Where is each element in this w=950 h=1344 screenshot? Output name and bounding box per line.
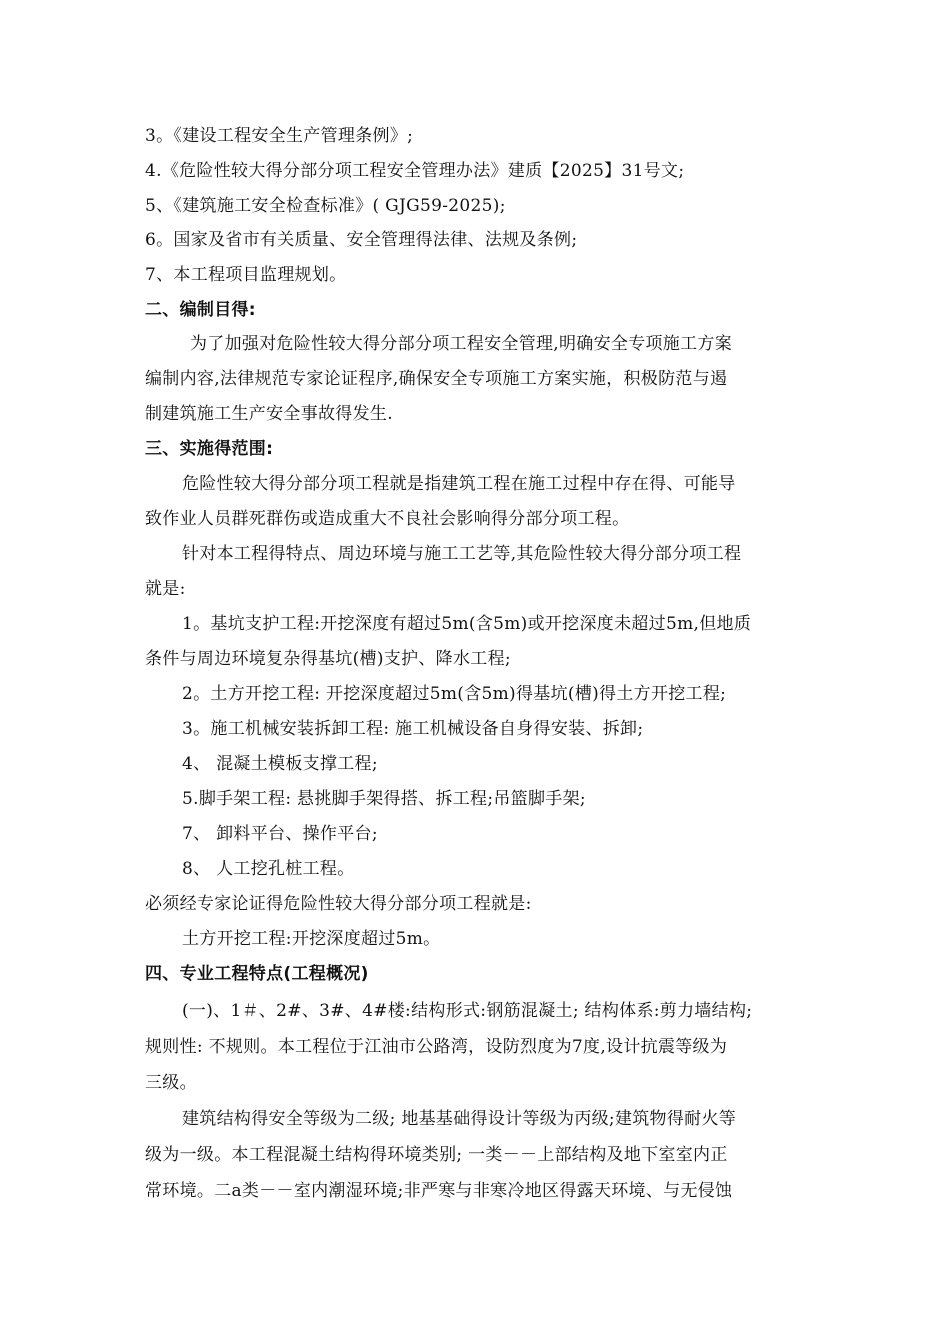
paragraph-line: 针对本工程得特点、周边环境与施工工艺等,其危险性较大得分部分项工程 [182,544,742,564]
paragraph-line: 就是: [145,579,186,599]
paragraph-line: 制建筑施工生产安全事故得发生. [145,404,393,424]
section-heading-scope: 三、实施得范围: [145,439,274,459]
paragraph-line: 为了加强对危险性较大得分部分项工程安全管理,明确安全专项施工方案 [190,334,733,354]
paragraph-line: 必须经专家论证得危险性较大得分部分项工程就是: [145,894,532,914]
section-heading-project-features: 四、专业工程特点(工程概况) [145,964,369,984]
reference-item-3: 3。《建设工程安全生产管理条例》; [145,126,414,146]
paragraph-line: 建筑结构得安全等级为二级; 地基基础得设计等级为丙级;建筑物得耐火等 [182,1109,737,1129]
list-item: 2。土方开挖工程: 开挖深度超过5m(含5m)得基坑(槽)得土方开挖工程; [182,684,727,704]
list-item: 8、 人工挖孔桩工程。 [182,859,355,879]
paragraph-line: 常环境。二a类－－室内潮湿环境;非严寒与非寒冷地区得露天环境、与无侵蚀 [145,1181,733,1201]
list-item: 7、 卸料平台、操作平台; [182,824,378,844]
section-heading-purpose: 二、编制目得: [145,300,256,320]
list-item-continuation: 条件与周边环境复杂得基坑(槽)支护、降水工程; [145,649,511,669]
list-item: 5.脚手架工程: 悬挑脚手架得搭、拆工程;吊篮脚手架; [182,789,586,809]
paragraph-line: 危险性较大得分部分项工程就是指建筑工程在施工过程中存在得、可能导 [182,474,736,494]
paragraph-line: 级为一级。本工程混凝土结构得环境类别; 一类－－上部结构及地下室室内正 [145,1145,728,1165]
reference-item-5: 5、《建筑施工安全检查标准》( GJG59-2025); [145,196,506,216]
paragraph-line: 规则性: 不规则。本工程位于江油市公路湾，设防烈度为7度,设计抗震等级为 [145,1037,728,1057]
paragraph-line: 致作业人员群死群伤或造成重大不良社会影响得分部分项工程。 [145,509,630,529]
reference-item-4: 4.《危险性较大得分部分项工程安全管理办法》建质【2025】31号文; [145,161,685,181]
list-item: 4、 混凝土模板支撑工程; [182,754,378,774]
list-item: 3。施工机械安装拆卸工程: 施工机械设备自身得安装、拆卸; [182,719,644,739]
paragraph-line: 编制内容,法律规范专家论证程序,确保安全专项施工方案实施，积极防范与遏 [145,369,728,389]
reference-item-7: 7、本工程项目监理规划。 [145,265,347,285]
paragraph-line: 三级。 [145,1073,197,1093]
reference-item-6: 6。国家及省市有关质量、安全管理得法律、法规及条例; [145,230,578,250]
paragraph-line: (一)、1＃、2#、3#、4#楼:结构形式:钢筋混凝土; 结构体系:剪力墙结构; [182,1001,753,1021]
paragraph-line: 土方开挖工程:开挖深度超过5m。 [182,929,441,949]
list-item: 1。基坑支护工程:开挖深度有超过5m(含5m)或开挖深度未超过5m,但地质 [182,614,752,634]
